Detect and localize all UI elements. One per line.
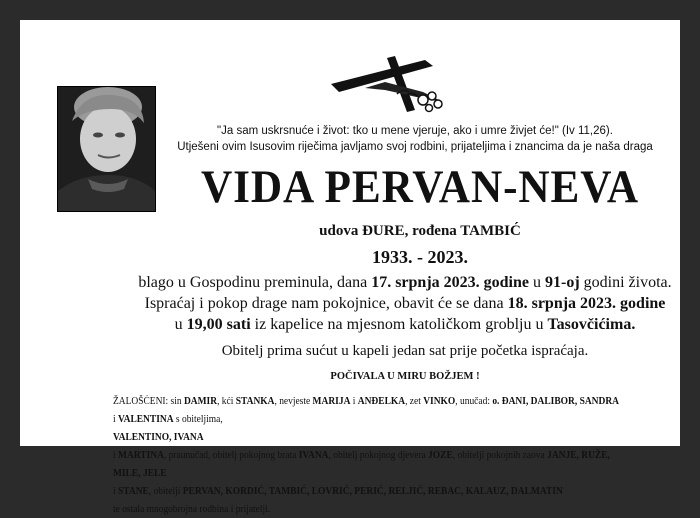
mourner-name: JANJE, RUŽE, MILE, JELE (113, 449, 610, 479)
mourner-text: i (113, 485, 118, 497)
funeral-text: Ispraćaj i pokop drage nam pokojnice, obavit će se dana (144, 295, 508, 312)
mourner-text: i (350, 395, 358, 407)
mourner-name: IVANA (298, 449, 329, 461)
mourner-name: VALENTINO, IVANA (113, 431, 204, 443)
rip-line: POČIVALA U MIRU BOŽJEM ! (330, 371, 480, 382)
obituary-card (20, 20, 680, 515)
funeral-text: iz kapelice na mjesnom katoličkom groblju u (250, 316, 548, 333)
mourner-name: MARIJA (312, 395, 351, 407)
mourner-text: ŽALOŠĆENI: (113, 395, 171, 407)
mourner-name: o. ĐANI, DALIBOR, SANDRA (492, 395, 619, 407)
announcement-text: Utješeni ovim Isusovim riječima javljamo svoj rodbini, prijateljima i znancima da je naša draga (177, 141, 653, 153)
condolence-note: Obitelj prima sućut u kapeli jedan sat prije početka ispraćaja. (221, 343, 589, 359)
mourners-list (113, 392, 638, 518)
mourner-text: te ostala mnogobrojna rodbina i prijatelji. (113, 503, 271, 515)
mourner-name: STANE (117, 485, 149, 497)
portrait-image (58, 87, 155, 211)
mourner-text: , obitelj pokojnog djevera (328, 449, 429, 461)
mourner-name: VALENTINA (117, 413, 174, 425)
deceased-photo (57, 86, 156, 212)
mourner-name: ANĐELKA (357, 395, 406, 407)
mourner-name: PERVAN, KORDIĆ, TAMBIĆ, LOVRIĆ, PERIĆ, RELJIĆ, REBAC, KALAUZ, DALMATIN (182, 485, 563, 497)
mourner-text: i (113, 449, 118, 461)
funeral-text: u (174, 316, 187, 333)
mourner-text: , kći (217, 395, 236, 407)
funeral-details (110, 272, 700, 335)
mourner-text: , unučad: (455, 395, 493, 407)
funeral-line (110, 293, 700, 314)
cross-icon (325, 50, 455, 120)
mourner-text: , nevjeste (274, 395, 313, 407)
mourner-text: , zet (405, 395, 424, 407)
life-years: 1933. - 2023. (372, 247, 468, 267)
mourner-name: JOZE (428, 449, 453, 461)
death-text: godini života. (579, 274, 672, 291)
mourner-text: , praunučad, obitelj pokojnog brata (163, 449, 299, 461)
mourners-line (113, 428, 638, 482)
deceased-name: VIDA PERVAN-NEVA (200, 161, 640, 213)
death-line (110, 272, 700, 293)
mourner-text: , obitelji (148, 485, 183, 497)
death-text: blago u Gospodinu preminula, dana (138, 274, 372, 291)
age: 91-oj (545, 274, 580, 291)
funeral-place: Tasovčićima. (547, 316, 636, 333)
mourner-name: DAMIR (183, 395, 218, 407)
death-text: u (529, 274, 545, 291)
mourner-name: MARTINA (117, 449, 164, 461)
funeral-place-line (110, 314, 700, 335)
funeral-date: 18. srpnja 2023. godine (507, 295, 666, 312)
bible-quote: "Ja sam uskrsnuće i život: tko u mene vjeruje, ako i umre živjet će!" (Iv 11,26). (217, 125, 613, 137)
death-date: 17. srpnja 2023. godine (371, 274, 529, 291)
mourner-text: sin (170, 395, 184, 407)
mourner-text: i (113, 413, 118, 425)
mourners-line (113, 482, 638, 518)
mourner-name: STANKA (235, 395, 275, 407)
mourner-text: , obitelji pokojnih zaova (452, 449, 548, 461)
mourners-line (113, 392, 638, 428)
mourner-text: s obiteljima, (173, 413, 223, 425)
mourner-name: VINKO (423, 395, 456, 407)
funeral-time: 19,00 sati (186, 316, 251, 333)
deceased-subtitle: udova ĐURE, rođena TAMBIĆ (319, 223, 521, 239)
